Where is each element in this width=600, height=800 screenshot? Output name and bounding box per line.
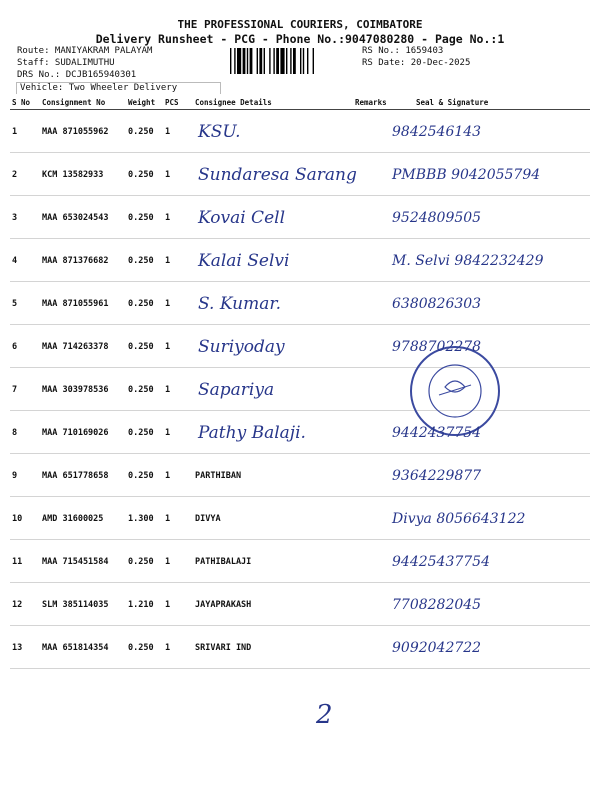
handwritten-signature: 9842546143 bbox=[392, 123, 482, 140]
cell-consignment-no: MAA 710169026 bbox=[40, 411, 126, 454]
handwritten-signature: PMBBB 9042055794 bbox=[392, 166, 541, 183]
footer-handwritten-mark: 2 bbox=[316, 700, 333, 730]
cell-sno: 10 bbox=[10, 497, 40, 540]
runsheet-subtitle: Delivery Runsheet - PCG - Phone No.:9047080280 - Page No.:1 bbox=[95, 32, 505, 46]
cell-weight: 1.300 bbox=[126, 497, 163, 540]
company-title: THE PROFESSIONAL COURIERS, COIMBATORE bbox=[177, 18, 423, 31]
cell-weight: 0.250 bbox=[126, 454, 163, 497]
col-remarks: Remarks bbox=[353, 95, 414, 110]
handwritten-signature: 7708282045 bbox=[392, 596, 482, 613]
cell-weight: 0.250 bbox=[126, 153, 163, 196]
cell-consignee: JAYAPRAKASH bbox=[193, 583, 353, 626]
cell-weight: 0.250 bbox=[126, 239, 163, 282]
cell-consignment-no: SLM 385114035 bbox=[40, 583, 126, 626]
handwritten-signature: M. Selvi 9842232429 bbox=[392, 252, 544, 269]
cell-weight: 0.250 bbox=[126, 411, 163, 454]
col-consignee: Consignee Details bbox=[193, 95, 353, 110]
cell-pcs: 1 bbox=[163, 540, 193, 583]
rs-date: RS Date: 20-Dec-2025 bbox=[362, 58, 471, 68]
cell-pcs: 1 bbox=[163, 196, 193, 239]
handwritten-signature: 9364229877 bbox=[392, 467, 482, 484]
cell-consignee: PATHIBALAJI bbox=[193, 540, 353, 583]
route-label: Route: MANIYAKRAM PALAYAM bbox=[17, 46, 153, 56]
cell-sno: 7 bbox=[10, 368, 40, 411]
cell-sno: 9 bbox=[10, 454, 40, 497]
cell-pcs: 1 bbox=[163, 153, 193, 196]
cell-pcs: 1 bbox=[163, 411, 193, 454]
cell-sno: 4 bbox=[10, 239, 40, 282]
cell-sno: 6 bbox=[10, 325, 40, 368]
handwritten-consignee-name: Sapariya bbox=[198, 379, 275, 400]
handwritten-signature: 94425437754 bbox=[392, 553, 490, 570]
table-row bbox=[10, 583, 590, 626]
rs-number: RS No.: 1659403 bbox=[362, 46, 444, 56]
cell-sno: 11 bbox=[10, 540, 40, 583]
cell-consignee: DIVYA bbox=[193, 497, 353, 540]
cell-consignee: PARTHIBAN bbox=[193, 454, 353, 497]
cell-pcs: 1 bbox=[163, 626, 193, 669]
cell-consignment-no: MAA 715451584 bbox=[40, 540, 126, 583]
cell-pcs: 1 bbox=[163, 110, 193, 153]
cell-consignment-no: MAA 871376682 bbox=[40, 239, 126, 282]
table-row bbox=[10, 626, 590, 669]
handwritten-consignee-name: S. Kumar. bbox=[198, 293, 282, 314]
handwritten-consignee-name: Sundaresa Sarang bbox=[198, 164, 357, 185]
handwritten-signature: 9442437754 bbox=[392, 424, 482, 441]
vehicle-label: Vehicle: Two Wheeler Delivery bbox=[16, 82, 221, 94]
cell-consignment-no: KCM 13582933 bbox=[40, 153, 126, 196]
cell-sno: 3 bbox=[10, 196, 40, 239]
cell-weight: 0.250 bbox=[126, 282, 163, 325]
col-pcs: PCS bbox=[163, 95, 193, 110]
handwritten-consignee-name: Suriyoday bbox=[198, 336, 285, 357]
drs-number: DRS No.: DCJB165940301 bbox=[17, 70, 137, 80]
cell-sno: 1 bbox=[10, 110, 40, 153]
handwritten-consignee-name: KSU. bbox=[198, 121, 241, 142]
col-sno: S No bbox=[10, 95, 40, 110]
table-row bbox=[10, 540, 590, 583]
cell-weight: 0.250 bbox=[126, 110, 163, 153]
cell-sno: 2 bbox=[10, 153, 40, 196]
barcode-image bbox=[230, 48, 358, 74]
cell-pcs: 1 bbox=[163, 497, 193, 540]
handwritten-consignee-name: Pathy Balaji. bbox=[198, 422, 306, 443]
cell-weight: 0.250 bbox=[126, 626, 163, 669]
cell-consignment-no: MAA 714263378 bbox=[40, 325, 126, 368]
cell-weight: 0.250 bbox=[126, 368, 163, 411]
table-row bbox=[10, 282, 590, 325]
col-seal-signature: Seal & Signature bbox=[414, 95, 590, 110]
handwritten-signature: Divya 8056643122 bbox=[392, 510, 526, 527]
cell-consignment-no: MAA 871055961 bbox=[40, 282, 126, 325]
table-row bbox=[10, 454, 590, 497]
cell-consignment-no: MAA 653024543 bbox=[40, 196, 126, 239]
cell-pcs: 1 bbox=[163, 368, 193, 411]
cell-pcs: 1 bbox=[163, 325, 193, 368]
cell-weight: 0.250 bbox=[126, 325, 163, 368]
handwritten-consignee-name: Kalai Selvi bbox=[198, 250, 290, 271]
cell-pcs: 1 bbox=[163, 282, 193, 325]
staff-label: Staff: SUDALIMUTHU bbox=[17, 58, 115, 68]
cell-sno: 13 bbox=[10, 626, 40, 669]
cell-weight: 0.250 bbox=[126, 196, 163, 239]
cell-sno: 12 bbox=[10, 583, 40, 626]
cell-consignment-no: MAA 303978536 bbox=[40, 368, 126, 411]
col-weight: Weight bbox=[126, 95, 163, 110]
col-consignment: Consignment No bbox=[40, 95, 126, 110]
cell-consignment-no: MAA 651778658 bbox=[40, 454, 126, 497]
cell-consignment-no: AMD 31600025 bbox=[40, 497, 126, 540]
handwritten-consignee-name: Kovai Cell bbox=[198, 207, 286, 228]
table-header-row bbox=[10, 95, 590, 110]
cell-weight: 1.210 bbox=[126, 583, 163, 626]
table-row bbox=[10, 110, 590, 153]
cell-consignee: SRIVARI IND bbox=[193, 626, 353, 669]
cell-pcs: 1 bbox=[163, 454, 193, 497]
cell-weight: 0.250 bbox=[126, 540, 163, 583]
cell-sno: 8 bbox=[10, 411, 40, 454]
cell-pcs: 1 bbox=[163, 583, 193, 626]
handwritten-signature: 6380826303 bbox=[392, 295, 482, 312]
handwritten-signature: 9788702278 bbox=[392, 338, 482, 355]
cell-pcs: 1 bbox=[163, 239, 193, 282]
cell-consignment-no: MAA 651814354 bbox=[40, 626, 126, 669]
cell-consignment-no: MAA 871055962 bbox=[40, 110, 126, 153]
handwritten-signature: 9092042722 bbox=[392, 639, 482, 656]
table-row bbox=[10, 196, 590, 239]
cell-sno: 5 bbox=[10, 282, 40, 325]
seal-stamp bbox=[405, 345, 505, 437]
handwritten-signature: 9524809505 bbox=[392, 209, 482, 226]
